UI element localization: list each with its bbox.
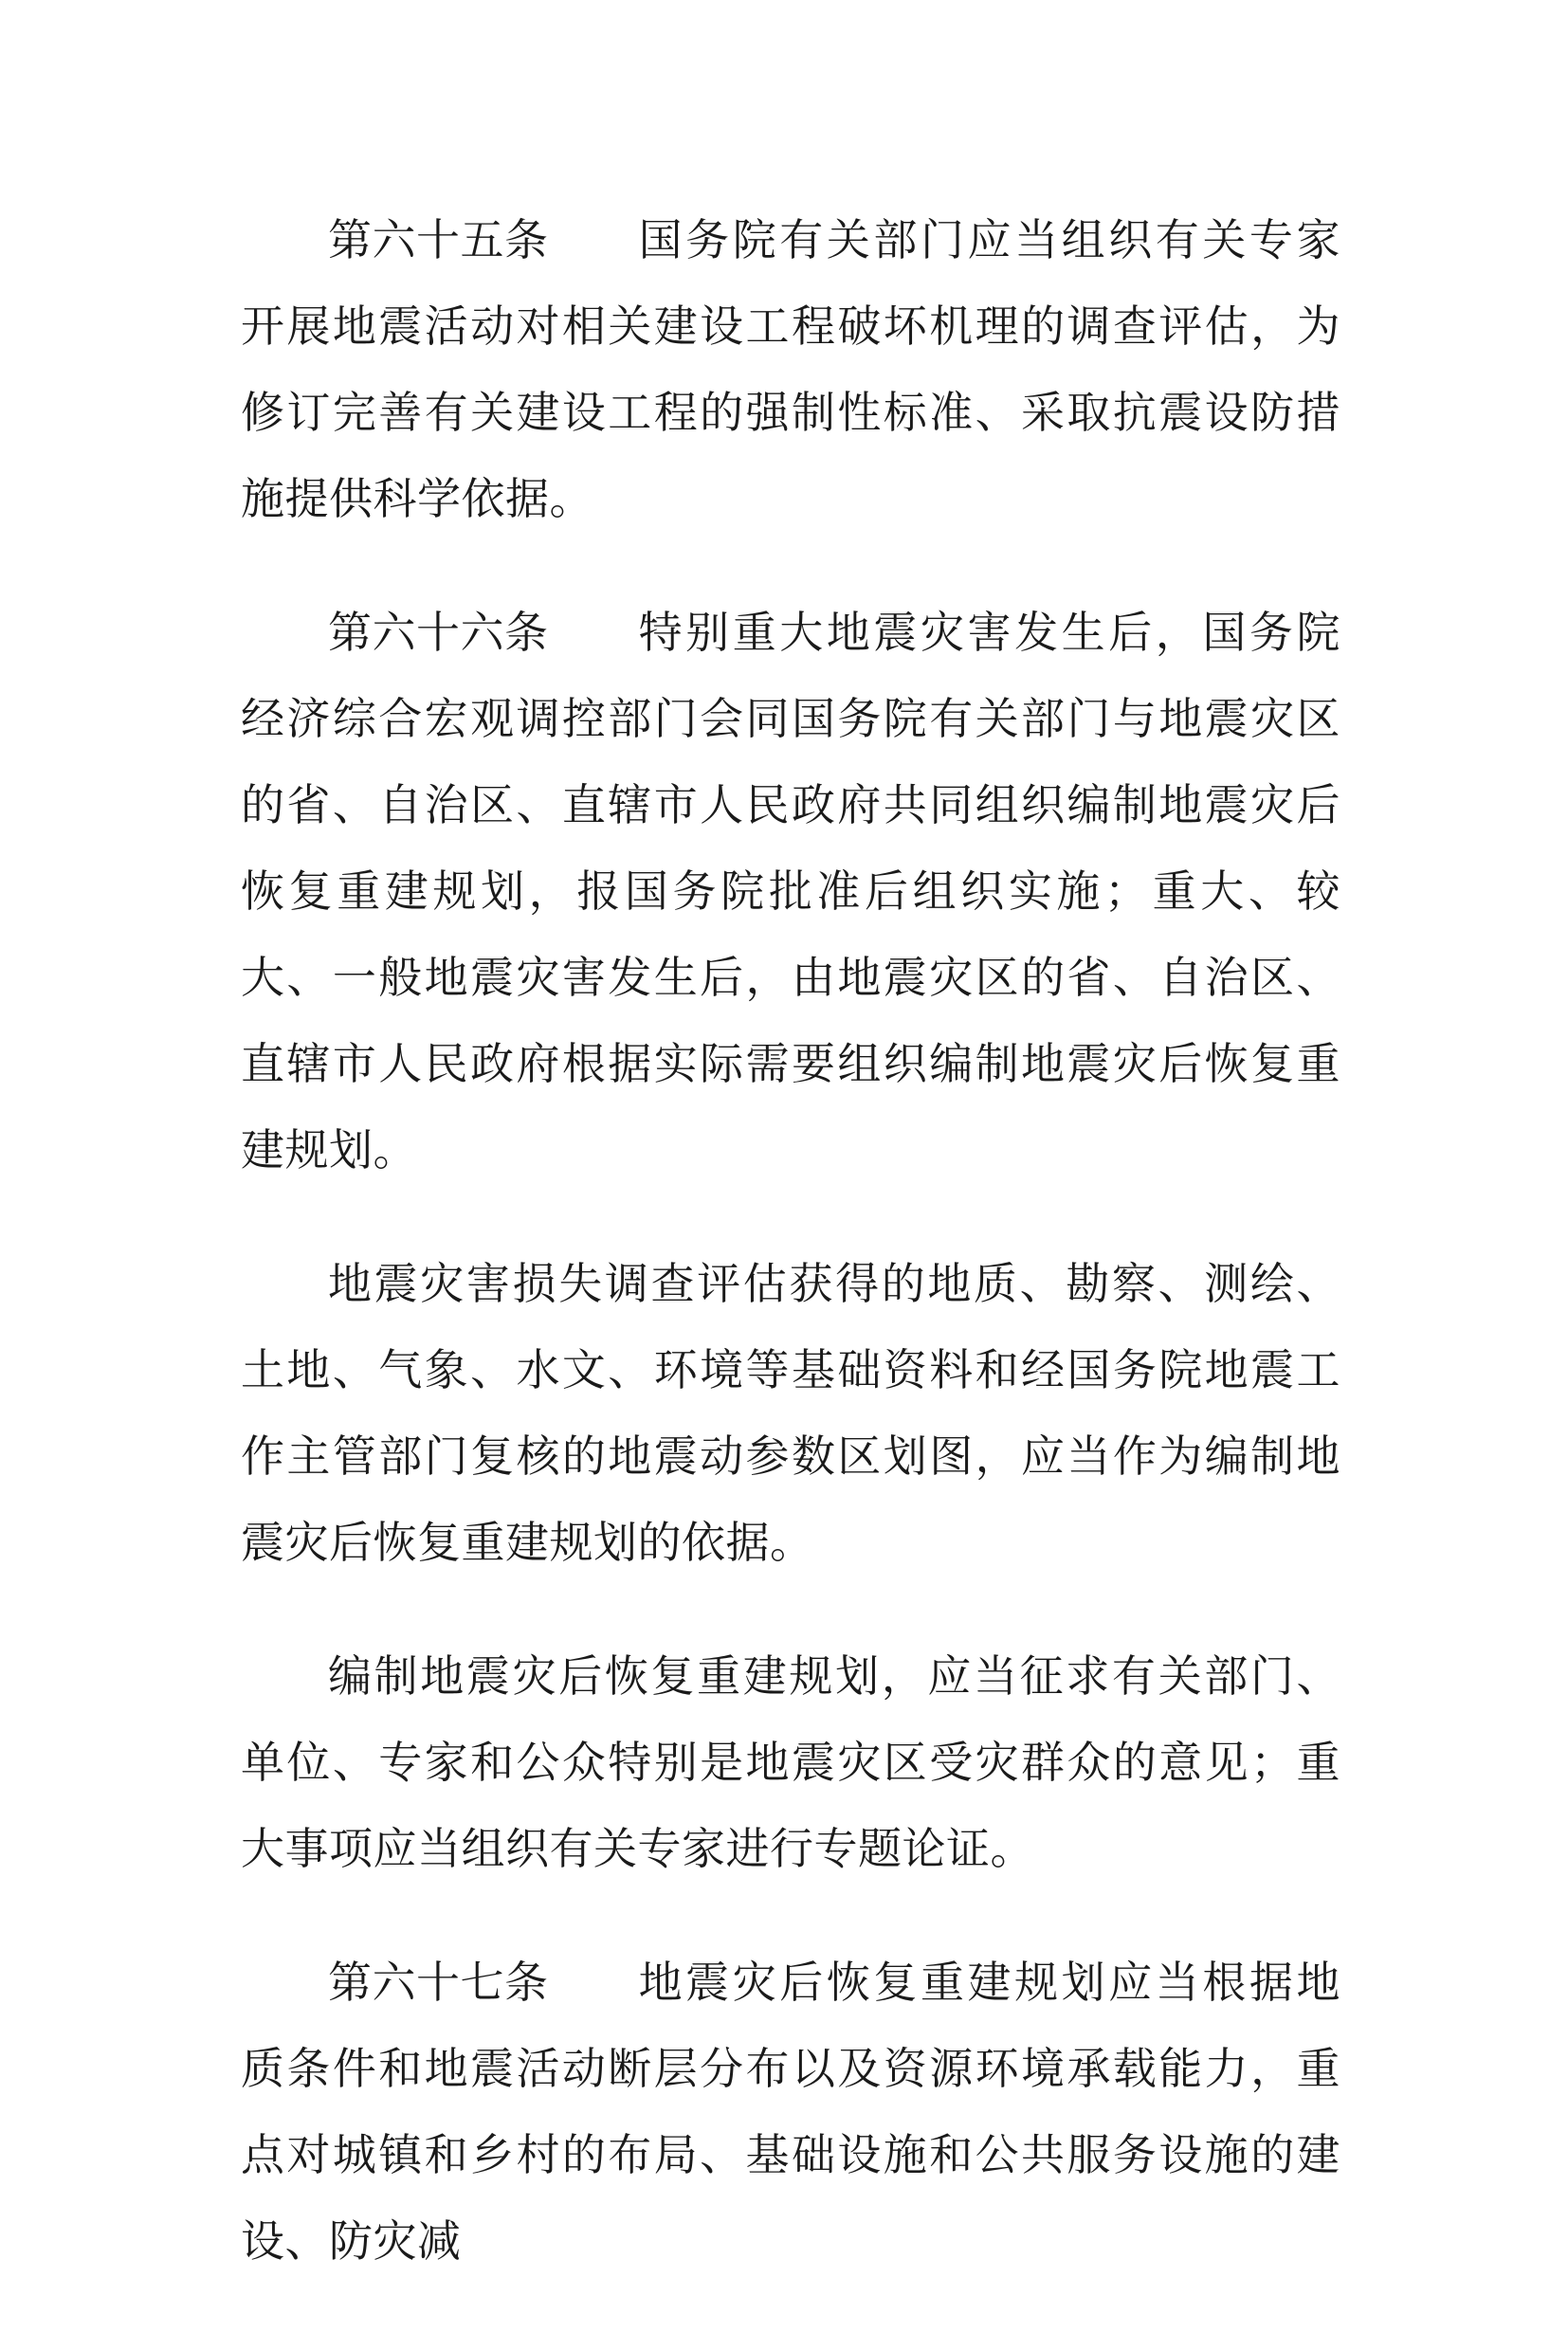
paragraph-article-65 [241, 197, 1340, 542]
paragraph-survey-data [241, 1241, 1340, 1586]
paragraph-consultation [241, 1633, 1340, 1892]
article-number: 第六十六条 [328, 607, 549, 658]
paragraph-text: 地震灾害损失调查评估获得的地质、勘察、测绘、土地、气象、水文、环境等基础资料和经国务院地震工作主管部门复核的地震动参数区划图，应当作为编制地震灾后恢复重建规划的依据。 [241, 1258, 1340, 1568]
document-body [241, 197, 1340, 2332]
article-number: 第六十七条 [328, 1957, 549, 2008]
paragraph-article-66 [241, 590, 1340, 1193]
paragraph-text: 编制地震灾后恢复重建规划，应当征求有关部门、单位、专家和公众特别是地震灾区受灾群众的意见；重大事项应当组织有关专家进行专题论证。 [241, 1650, 1340, 1874]
paragraph-text: 特别重大地震灾害发生后，国务院经济综合宏观调控部门会同国务院有关部门与地震灾区的省、自治区、直辖市人民政府共同组织编制地震灾后恢复重建规划，报国务院批准后组织实施；重大、较大、一般地震灾害发生后，由地震灾区的省、自治区、直辖市人民政府根据实际需要组织编制地震灾后恢复重建规划。 [241, 607, 1340, 1175]
paragraph-text: 国务院有关部门应当组织有关专家开展地震活动对相关建设工程破坏机理的调查评估，为修订完善有关建设工程的强制性标准、采取抗震设防措施提供科学依据。 [241, 214, 1340, 524]
article-number: 第六十五条 [328, 214, 549, 265]
paragraph-text: 地震灾后恢复重建规划应当根据地质条件和地震活动断层分布以及资源环境承载能力，重点对城镇和乡村的布局、基础设施和公共服务设施的建设、防灾减 [241, 1957, 1340, 2267]
paragraph-article-67 [241, 1940, 1340, 2285]
